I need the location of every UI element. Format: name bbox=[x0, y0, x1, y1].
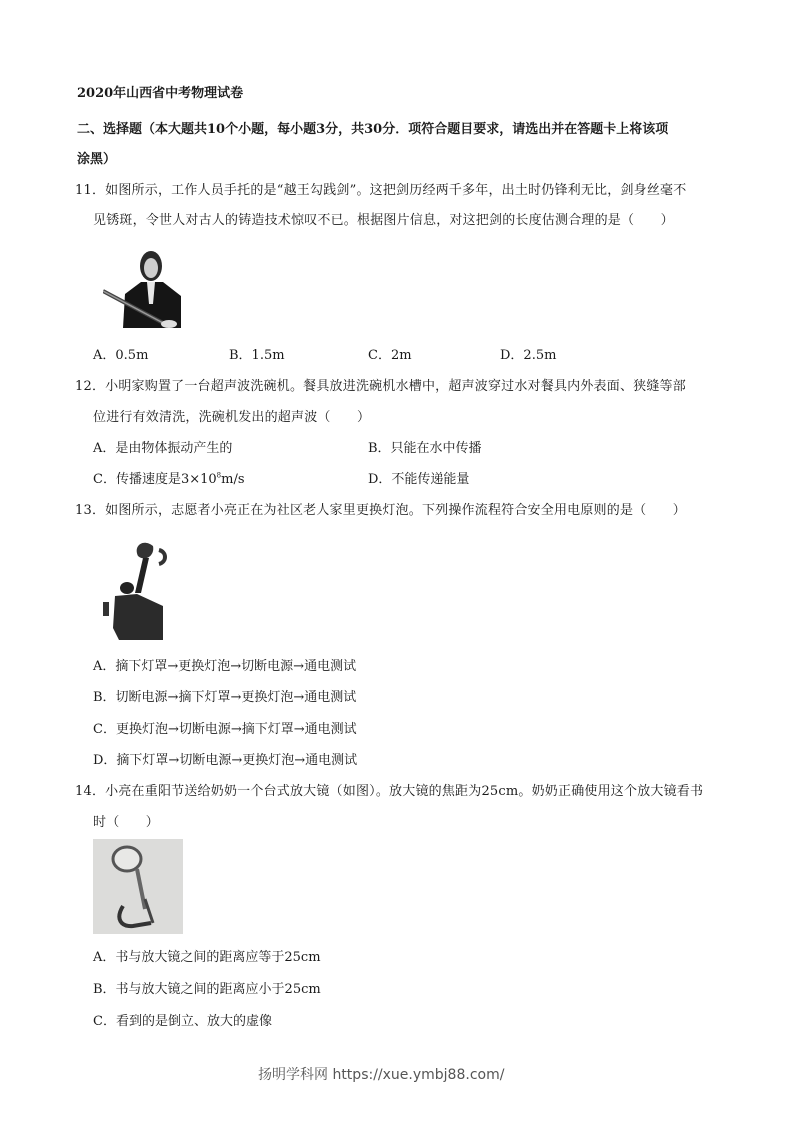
person-holding-sword-photo bbox=[103, 244, 183, 329]
option-14-c: C．看到的是倒立、放大的虚像 bbox=[93, 1014, 272, 1029]
desk-magnifier-photo bbox=[93, 839, 183, 934]
option-12-c bbox=[93, 468, 245, 487]
question-14-line1 bbox=[75, 780, 703, 799]
question-14-line2: 时（ ） bbox=[93, 815, 160, 830]
option-12-a: A．是由物体振动产生的 bbox=[93, 441, 233, 456]
question-number: 11． bbox=[75, 183, 106, 198]
question-12-line1 bbox=[75, 375, 686, 394]
option-11-c: C．2m bbox=[368, 348, 412, 363]
question-11-line1 bbox=[75, 179, 686, 198]
question-13-line1 bbox=[75, 499, 686, 518]
option-11-b: B．1.5m bbox=[229, 348, 285, 363]
document-title: 2020年山西省中考物理试卷 bbox=[77, 86, 244, 101]
section-heading: 二、选择题（本大题共10个小题，每小题3分，共30分．项符合题目要求，请选出并在答题卡上将该项 bbox=[77, 122, 669, 137]
exponent: 8 bbox=[216, 471, 222, 480]
question-12-line2: 位进行有效清洗，洗碗机发出的超声波（ ） bbox=[93, 410, 371, 425]
option-14-b: B．书与放大镜之间的距离应小于25cm bbox=[93, 982, 321, 997]
option-13-c: C．更换灯泡→切断电源→摘下灯罩→通电测试 bbox=[93, 722, 357, 737]
option-12-b: B．只能在水中传播 bbox=[368, 441, 482, 456]
option-13-b: B．切断电源→摘下灯罩→更换灯泡→通电测试 bbox=[93, 690, 357, 705]
option-11-a: A．0.5m bbox=[93, 348, 149, 363]
option-14-a: A．书与放大镜之间的距离应等于25cm bbox=[93, 950, 321, 965]
question-text: 小亮在重阳节送给奶奶一个台式放大镜（如图）。放大镜的焦距为25cm。奶奶正确使用这个放大镜看书 bbox=[105, 784, 704, 799]
footer-watermark: 扬明学科网 https://xue.ymbj88.com/ bbox=[258, 1067, 505, 1083]
question-text: 如图所示，工作人员手托的是“越王勾践剑”。这把剑历经两千多年，出土时仍锋利无比，剑身丝毫不 bbox=[105, 183, 687, 198]
question-text: 小明家购置了一台超声波洗碗机。餐具放进洗碗机水槽中，超声波穿过水对餐具内外表面、狭缝等部 bbox=[105, 379, 686, 394]
unit: m/s bbox=[221, 472, 245, 487]
option-13-a: A．摘下灯罩→更换灯泡→切断电源→通电测试 bbox=[93, 659, 357, 674]
question-number: 14． bbox=[75, 784, 106, 799]
question-number: 13． bbox=[75, 503, 106, 518]
person-changing-lightbulb-photo bbox=[93, 538, 173, 643]
question-number: 12． bbox=[75, 379, 106, 394]
option-13-d: D．摘下灯罩→切断电源→更换灯泡→通电测试 bbox=[93, 753, 358, 768]
section-heading-continued: 涂黑） bbox=[77, 152, 117, 167]
option-11-d: D．2.5m bbox=[500, 348, 557, 363]
question-11-line2: 见锈斑，令世人对古人的铸造技术惊叹不已。根据图片信息，对这把剑的长度估测合理的是（ ） bbox=[93, 213, 674, 228]
question-text: 如图所示，志愿者小亮正在为社区老人家里更换灯泡。下列操作流程符合安全用电原则的是（ ） bbox=[105, 503, 686, 518]
option-text: C．传播速度是3×10 bbox=[93, 472, 217, 487]
option-12-d: D．不能传递能量 bbox=[368, 472, 470, 487]
